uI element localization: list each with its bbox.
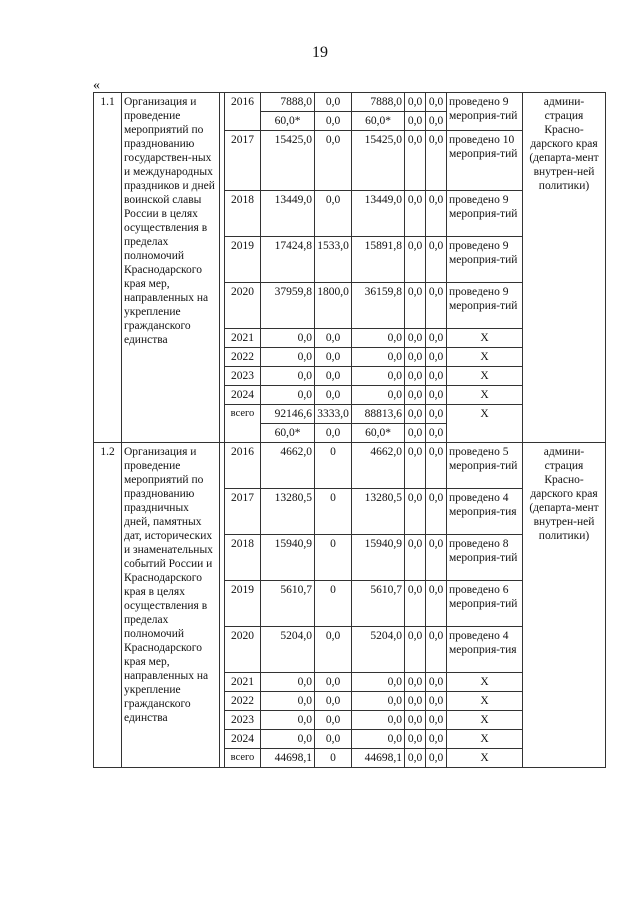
result-cell: Х — [447, 749, 523, 768]
table-row — [94, 93, 606, 112]
year-cell: 2018 — [225, 535, 261, 581]
result-cell: проведено 6 мероприя-тий — [447, 581, 523, 627]
result-cell: проведено 9 мероприя-тий — [447, 93, 523, 131]
amount-federal: 0,0 — [315, 424, 352, 443]
amount-local: 0,0 — [405, 131, 426, 191]
amount-federal: 0,0 — [315, 730, 352, 749]
amount-local: 0,0 — [405, 237, 426, 283]
year-cell: 2020 — [225, 627, 261, 673]
amount-total: 60,0* — [261, 112, 315, 131]
amount-extra: 0,0 — [426, 386, 447, 405]
amount-total: 13449,0 — [261, 191, 315, 237]
amount-local: 0,0 — [405, 367, 426, 386]
result-cell: проведено 4 мероприя-тия — [447, 489, 523, 535]
year-cell: 2022 — [225, 692, 261, 711]
amount-extra: 0,0 — [426, 730, 447, 749]
amount-extra: 0,0 — [426, 711, 447, 730]
amount-federal: 1533,0 — [315, 237, 352, 283]
result-cell: Х — [447, 386, 523, 405]
amount-local: 0,0 — [405, 93, 426, 112]
year-cell: 2022 — [225, 348, 261, 367]
executor-cell: админи-страция Красно-дарского края (департа-мент внутрен-ней политики) — [523, 443, 606, 768]
opening-quote: « — [93, 78, 100, 93]
year-cell: 2016 — [225, 443, 261, 489]
amount-regional: 88813,6 — [352, 405, 405, 424]
table-body — [94, 93, 606, 768]
amount-federal: 0 — [315, 535, 352, 581]
executor-cell: админи-страция Красно-дарского края (департа-мент внутрен-ней политики) — [523, 93, 606, 443]
amount-local: 0,0 — [405, 627, 426, 673]
result-cell: Х — [447, 367, 523, 386]
amount-total: 7888,0 — [261, 93, 315, 112]
year-cell: 2018 — [225, 191, 261, 237]
result-cell: Х — [447, 730, 523, 749]
amount-federal: 0,0 — [315, 112, 352, 131]
amount-regional: 13449,0 — [352, 191, 405, 237]
amount-regional: 0,0 — [352, 692, 405, 711]
year-cell: 2021 — [225, 673, 261, 692]
amount-federal: 0,0 — [315, 386, 352, 405]
year-cell: 2017 — [225, 131, 261, 191]
amount-extra: 0,0 — [426, 93, 447, 112]
result-cell: Х — [447, 405, 523, 443]
amount-regional: 5204,0 — [352, 627, 405, 673]
amount-extra: 0,0 — [426, 191, 447, 237]
amount-local: 0,0 — [405, 112, 426, 131]
amount-regional: 36159,8 — [352, 283, 405, 329]
amount-total: 0,0 — [261, 692, 315, 711]
amount-federal: 0,0 — [315, 131, 352, 191]
page-number: 19 — [312, 44, 328, 61]
amount-federal: 3333,0 — [315, 405, 352, 424]
result-cell: проведено 8 мероприя-тий — [447, 535, 523, 581]
result-cell: Х — [447, 711, 523, 730]
amount-federal: 0,0 — [315, 348, 352, 367]
amount-local: 0,0 — [405, 386, 426, 405]
amount-total: 60,0* — [261, 424, 315, 443]
amount-local: 0,0 — [405, 348, 426, 367]
result-cell: проведено 9 мероприя-тий — [447, 237, 523, 283]
amount-federal: 0 — [315, 489, 352, 535]
amount-total: 44698,1 — [261, 749, 315, 768]
amount-total: 13280,5 — [261, 489, 315, 535]
amount-extra: 0,0 — [426, 627, 447, 673]
amount-extra: 0,0 — [426, 329, 447, 348]
amount-extra: 0,0 — [426, 535, 447, 581]
result-cell: Х — [447, 329, 523, 348]
amount-extra: 0,0 — [426, 424, 447, 443]
amount-total: 4662,0 — [261, 443, 315, 489]
amount-local: 0,0 — [405, 443, 426, 489]
amount-regional: 4662,0 — [352, 443, 405, 489]
amount-total: 0,0 — [261, 329, 315, 348]
amount-local: 0,0 — [405, 191, 426, 237]
amount-local: 0,0 — [405, 581, 426, 627]
item-name: Организация и проведение мероприятий по празднованию государствен-ных и международных праздников и дней воинской славы России в целях осуществления в пределах полномочий Краснодарского края мер, направленных на укрепление гражданского единства — [122, 93, 220, 443]
amount-regional: 0,0 — [352, 329, 405, 348]
year-cell: 2020 — [225, 283, 261, 329]
amount-regional: 0,0 — [352, 367, 405, 386]
amount-federal: 0,0 — [315, 711, 352, 730]
year-cell: 2016 — [225, 93, 261, 131]
amount-regional: 0,0 — [352, 348, 405, 367]
amount-extra: 0,0 — [426, 692, 447, 711]
item-number: 1.2 — [94, 443, 122, 768]
amount-local: 0,0 — [405, 711, 426, 730]
amount-local: 0,0 — [405, 749, 426, 768]
amount-extra: 0,0 — [426, 489, 447, 535]
amount-regional: 15940,9 — [352, 535, 405, 581]
amount-extra: 0,0 — [426, 131, 447, 191]
amount-federal: 0 — [315, 749, 352, 768]
amount-total: 37959,8 — [261, 283, 315, 329]
year-cell: 2017 — [225, 489, 261, 535]
amount-extra: 0,0 — [426, 581, 447, 627]
amount-local: 0,0 — [405, 283, 426, 329]
amount-extra: 0,0 — [426, 673, 447, 692]
amount-total: 0,0 — [261, 730, 315, 749]
amount-federal: 0,0 — [315, 627, 352, 673]
amount-total: 92146,6 — [261, 405, 315, 424]
amount-federal: 0 — [315, 443, 352, 489]
amount-extra: 0,0 — [426, 443, 447, 489]
amount-extra: 0,0 — [426, 283, 447, 329]
amount-regional: 0,0 — [352, 673, 405, 692]
amount-regional: 13280,5 — [352, 489, 405, 535]
amount-extra: 0,0 — [426, 749, 447, 768]
result-cell: проведено 9 мероприя-тий — [447, 191, 523, 237]
amount-federal: 0,0 — [315, 692, 352, 711]
amount-federal: 0,0 — [315, 191, 352, 237]
amount-extra: 0,0 — [426, 367, 447, 386]
table-row — [94, 443, 606, 489]
amount-total: 0,0 — [261, 673, 315, 692]
amount-regional: 15425,0 — [352, 131, 405, 191]
amount-extra: 0,0 — [426, 405, 447, 424]
year-cell: 2024 — [225, 730, 261, 749]
result-cell: Х — [447, 692, 523, 711]
amount-federal: 0 — [315, 581, 352, 627]
amount-regional: 0,0 — [352, 386, 405, 405]
amount-total: 17424,8 — [261, 237, 315, 283]
year-cell: 2019 — [225, 237, 261, 283]
amount-regional: 44698,1 — [352, 749, 405, 768]
amount-total: 5204,0 — [261, 627, 315, 673]
amount-local: 0,0 — [405, 405, 426, 424]
amount-federal: 1800,0 — [315, 283, 352, 329]
year-cell: 2024 — [225, 386, 261, 405]
amount-total: 0,0 — [261, 367, 315, 386]
result-cell: проведено 5 мероприя-тий — [447, 443, 523, 489]
program-table — [93, 92, 606, 768]
amount-total: 0,0 — [261, 711, 315, 730]
amount-federal: 0,0 — [315, 673, 352, 692]
year-cell: 2019 — [225, 581, 261, 627]
year-cell: 2023 — [225, 367, 261, 386]
item-number: 1.1 — [94, 93, 122, 443]
amount-federal: 0,0 — [315, 93, 352, 112]
amount-extra: 0,0 — [426, 348, 447, 367]
amount-regional: 15891,8 — [352, 237, 405, 283]
amount-total: 5610,7 — [261, 581, 315, 627]
amount-local: 0,0 — [405, 489, 426, 535]
amount-local: 0,0 — [405, 329, 426, 348]
amount-total: 0,0 — [261, 386, 315, 405]
result-cell: проведено 9 мероприя-тий — [447, 283, 523, 329]
amount-local: 0,0 — [405, 673, 426, 692]
year-cell: 2023 — [225, 711, 261, 730]
amount-local: 0,0 — [405, 692, 426, 711]
amount-regional: 5610,7 — [352, 581, 405, 627]
total-label: всего — [225, 405, 261, 443]
amount-regional: 0,0 — [352, 730, 405, 749]
result-cell: проведено 10 мероприя-тий — [447, 131, 523, 191]
amount-federal: 0,0 — [315, 367, 352, 386]
amount-extra: 0,0 — [426, 237, 447, 283]
result-cell: Х — [447, 348, 523, 367]
amount-regional: 60,0* — [352, 424, 405, 443]
result-cell: проведено 4 мероприя-тия — [447, 627, 523, 673]
amount-local: 0,0 — [405, 424, 426, 443]
amount-local: 0,0 — [405, 730, 426, 749]
amount-total: 15425,0 — [261, 131, 315, 191]
amount-local: 0,0 — [405, 535, 426, 581]
result-cell: Х — [447, 673, 523, 692]
amount-extra: 0,0 — [426, 112, 447, 131]
amount-federal: 0,0 — [315, 329, 352, 348]
amount-total: 15940,9 — [261, 535, 315, 581]
amount-total: 0,0 — [261, 348, 315, 367]
item-name: Организация и проведение мероприятий по празднованию праздничных дней, памятных дат, исторических и знаменательных событий России и Краснодарского края в целях осуществления в пределах полномочий Краснодарского края мер, направленных на укрепление гражданского единства — [122, 443, 220, 768]
amount-regional: 7888,0 — [352, 93, 405, 112]
year-cell: 2021 — [225, 329, 261, 348]
total-label: всего — [225, 749, 261, 768]
amount-regional: 60,0* — [352, 112, 405, 131]
amount-regional: 0,0 — [352, 711, 405, 730]
